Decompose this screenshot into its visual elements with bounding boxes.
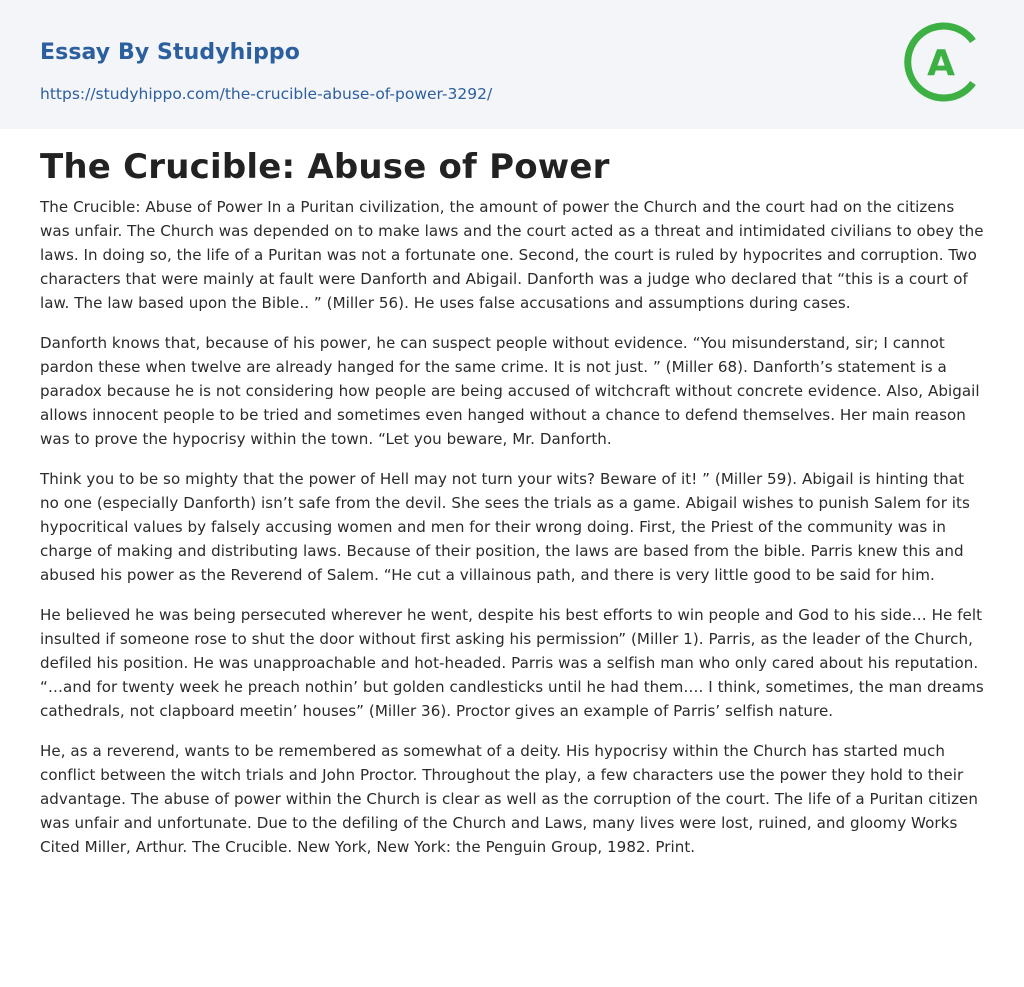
logo-icon (902, 18, 988, 106)
article-paragraph: Think you to be so mighty that the power of Hell may not turn your wits? Beware of it! ” (Miller 59). Abigail is hinting that no one (especially Danforth) isn’t safe from the devil. She sees the trials as a game. Abigail wishes to punish Salem for its hypocritical values by falsely accusing women and men for their wrong doing. First, the Priest of the community was in charge of making and distributing laws. Because of their position, the laws are based from the bible. Parris knew this and abused his power as the Reverend of Salem. “He cut a villainous path, and there is very little good to be said for him. (40, 470, 970, 584)
article-paragraph: He believed he was being persecuted wherever he went, despite his best efforts to win people and God to his side… He felt insulted if someone rose to shut the door without first asking his permission” (Miller 1). Parris, as the leader of the Church, defiled his position. He was unapproachable and hot-headed. Parris was a selfish man who only cared about his reputation. “…and for twenty week he preach nothin’ but golden candlesticks until he had them…. I think, sometimes, the man dreams cathedrals, not clapboard meetin’ houses” (Miller 36). Proctor gives an example of Parris’ selfish nature. (40, 606, 984, 720)
page-title: The Crucible: Abuse of Power (40, 147, 610, 187)
logo-letter: A (927, 43, 955, 84)
site-header (0, 0, 1024, 129)
article (40, 143, 986, 875)
article-paragraph: The Crucible: Abuse of Power In a Puritan civilization, the amount of power the Church and the court had on the citizens was unfair. The Church was depended on to make laws and the court acted as a threat and intimidated civilians to obey the laws. In doing so, the life of a Puritan was not a fortunate one. Second, the court is ruled by hypocrites and corruption. Two characters that were mainly at fault were Danforth and Abigail. Danforth was a judge who declared that “this is a court of law. The law based upon the Bible.. ” (Miller 56). He uses false accusations and assumptions during cases. (40, 198, 984, 312)
article-paragraph: Danforth knows that, because of his power, he can suspect people without evidence. “You misunderstand, sir; I cannot pardon these when twelve are already hanged for the same crime. It is not just. ” (Miller 68). Danforth’s statement is a paradox because he is not considering how people are being accused of witchcraft without concrete evidence. Also, Abigail allows innocent people to be tried and sometimes even hanged without a chance to defend themselves. Her main reason was to prove the hypocrisy within the town. “Let you beware, Mr. Danforth. (40, 334, 980, 448)
site-brand[interactable]: Essay By Studyhippo (40, 40, 300, 65)
article-paragraph: He, as a reverend, wants to be remembered as somewhat of a deity. His hypocrisy within the Church has started much conflict between the witch trials and John Proctor. Throughout the play, a few characters use the power they hold to their advantage. The abuse of power within the Church is clear as well as the corruption of the court. The life of a Puritan citizen was unfair and unfortunate. Due to the defiling of the Church and Laws, many lives were lost, ruined, and gloomy Works Cited Miller, Arthur. The Crucible. New York, New York: the Penguin Group, 1982. Print. (40, 742, 978, 856)
article-body (40, 195, 986, 859)
studyhippo-logo[interactable] (902, 18, 988, 106)
essay-url-link[interactable]: https://studyhippo.com/the-crucible-abuse-of-power-3292/ (40, 85, 493, 103)
